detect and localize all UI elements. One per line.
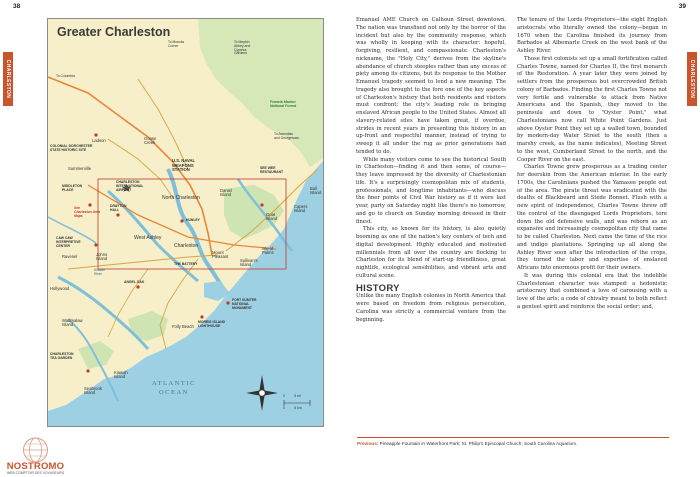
map-title: Greater Charleston xyxy=(57,25,171,39)
label-to-columbia: To Columbia xyxy=(56,74,75,78)
photo-caption xyxy=(357,441,677,446)
text-column-left xyxy=(356,17,506,324)
label-daniel-island: Daniel Island xyxy=(220,188,232,197)
compass-rose-icon xyxy=(246,375,278,411)
label-us-naval: U.S. NAVAL WEAPONS STATION xyxy=(172,158,196,173)
label-goose-creek: Goose Creek xyxy=(144,136,157,145)
history-heading: HISTORY xyxy=(356,282,400,294)
label-sullivans-island: Sullivan's Island xyxy=(240,258,258,267)
label-colonial-dorchester: COLONIAL DORCHESTER STATE HISTORIC SITE xyxy=(50,144,93,152)
dorchester-marker xyxy=(94,133,97,136)
label-to-mepkin: To Mepkin Abbey and Cypress Gardens xyxy=(234,40,251,56)
label-wadmalaw: Wadmalaw Island xyxy=(62,318,83,327)
col2-paragraph-2: Those first colonists set up a small fortification called Charles Towne, named for Charles II, the first monarch of the Restoration. A year later they were joined by settlers from the prosperous but overcrowded British colony of Barbados. Finding the first Charles Towne not very fertile and vulnerable to attack from Native Americans and the Spanish, they moved to the peninsula and down to "Oyster Point," what Charlestonians now call White Point Gardens. Just above Oyster Point they set up a walled town, bounded by modern-day Water Street to the south (then a marshy creek, as the name indicates), Meeting Street to the west, Cumberland Street to the north, and the Cooper River on the east. xyxy=(517,55,667,163)
caption-divider xyxy=(357,437,669,438)
history-paragraph: Unlike the many English colonies in North America that were based on freedom from religious persecution, Carolina was strictly a commercial venture from the beginning. xyxy=(356,293,506,323)
caption-label: Previous: xyxy=(357,441,379,446)
col2-paragraph-4: It was during this colonial era that the indelible Charlestonian character was stamped: a hedonistic aristocracy that combined a love of carousing with a love of the arts; a code of chivalry meant to both reflect a genteel spirit and reinforce the social order; and, xyxy=(517,272,667,310)
label-north-charleston: North Charleston xyxy=(162,195,200,201)
label-summerville: Summerville xyxy=(68,166,92,171)
col1-paragraph-1: Emanuel AME Church on Calhoun Street downtown. The nation was transfixed not only by the horror of the incident but also by the community response, which was wholly in keeping with its character: hopeful, forgiving, resilient, and compassionate. Charleston's nickname, the "Holy City," derives from the skyline's abundance of church steeples rather than any excess of piety among its citizens, but its response to the Mother Emanuel tragedy seemed to lend a new meaning. The tragedy also brought to the fore one of the key aspects of Charleston's history that both residents and visitors must confront: the city's leading role in bringing enslaved African people to the United States. Almost all slavery-related sites have taken great, if overdue, strides in recent years in presenting this history in an up-front and respectful manner, instead of trying to sweep it all under the rug as prior generations had tended to do. xyxy=(356,17,506,155)
scale-mi-label: 0 5 mi xyxy=(283,394,301,398)
label-hollywood: Hollywood xyxy=(50,286,70,291)
label-isle-of-palms: Isle of Palms xyxy=(262,246,274,255)
label-folly-beach: Folly Beach xyxy=(172,324,194,329)
label-kiawah-island: Kiawah Island xyxy=(114,370,128,379)
label-to-awendaw: To Awendaw and Georgetown xyxy=(274,132,300,140)
col1-paragraph-3: This city, so known for its history, is also quietly booming as one of the nation's key centers of tech and digital development. Highly educated and motivated millennials from all over the country are flocking to Charleston for its blend of start-up friendliness, great nightlife, ecological sensibilities, and vibrant arts and cultural scene. xyxy=(356,226,506,279)
label-see-area-maps: See Charleston Area Maps xyxy=(74,206,101,218)
label-morris-island: MORRIS ISLAND LIGHTHOUSE xyxy=(198,320,226,328)
label-cawcaw: CAW CAW INTERPRETIVE CENTER xyxy=(56,236,81,248)
section-tab-right xyxy=(687,52,697,106)
label-drayton: DRAYTON HALL xyxy=(110,204,127,212)
col2-paragraph-3: Charles Towne grew prosperous as a trading center for deerskin from the American interior. In the early 1700s, the Carolinians pushed the Yamasee people out of the area. The pirate threat was eradicated with the deaths of Blackbeard and Stede Bonnet. Flush with a new spirit of independence, Charles Towne threw off the control of the disengaged Lords Proprietors, tore down the old defensive walls, and was reborn as an expansive and increasingly cosmopolitan city that came to be called Charleston. Next came the time of the rice and indigo plantations. Springing up all along the Ashley River soon after the introduction of the crops, they turned the labor and expertise of enslaved Africans into enormous profit for their owners. xyxy=(517,164,667,271)
label-see-wee: SEE WEE RESTAURANT xyxy=(260,166,284,174)
label-ravenel: Ravenel xyxy=(62,254,78,259)
label-to-moncks: To Moncks Corner xyxy=(168,40,185,48)
label-ladson: Ladson xyxy=(92,138,106,143)
label-charleston: Charleston xyxy=(174,243,199,249)
globe-icon xyxy=(4,435,67,463)
morris-lighthouse-marker xyxy=(200,315,203,318)
map-graphic xyxy=(48,19,324,427)
section-tab-right-label: CHARLESTON xyxy=(689,59,695,99)
greater-charleston-map xyxy=(47,18,324,427)
label-mount-pleasant: Mount Pleasant xyxy=(212,250,229,259)
section-tab-left xyxy=(3,52,13,106)
label-capers-island: Capers Island xyxy=(294,204,308,213)
col2-paragraph-1: The tenure of the Lords Proprietors—the eight English aristocrats who literally owned the colony—began in 1670 when the Carolina finished its journey from Barbados at Albemarle Creek on the west bank of the Ashley River. xyxy=(517,17,667,54)
scale-km-label: 0 5 km xyxy=(283,406,302,410)
page-number-right: 39 xyxy=(678,3,686,10)
label-charleston-airport: CHARLESTON INTERNATIONAL AIRPORT xyxy=(116,180,144,192)
label-bull-island: Bull Island xyxy=(310,186,322,195)
label-middleton: MIDDLETON PLACE xyxy=(62,184,83,192)
label-kiawah-river: Kiawah River xyxy=(94,268,106,276)
logo-name: NOSTROMO xyxy=(6,461,65,472)
label-charleston-tea: CHARLESTON TEA GARDEN xyxy=(50,352,74,360)
hunley-marker xyxy=(180,219,183,222)
label-johns-island: Johns Island xyxy=(96,252,108,261)
label-hunley: HUNLEY xyxy=(186,218,200,222)
logo-tagline: WEB COMPTOIR DES VOYAGEURS xyxy=(7,471,64,475)
label-atlantic-ocean: ATLANTIC OCEAN xyxy=(152,380,196,396)
cawcaw-marker xyxy=(94,243,97,246)
label-goat-island: Goat Island xyxy=(266,212,278,221)
caption-text: Pineapple Fountain in Waterfront Park; St. Philip's Episcopal Church; South Carolina Aquarium. xyxy=(378,441,578,446)
label-the-battery: THE BATTERY xyxy=(174,262,198,266)
see-wee-marker xyxy=(260,203,263,206)
angel-oak-marker xyxy=(136,285,139,288)
label-francis-marion: Francis Marion National Forest xyxy=(270,100,297,108)
fort-sumter-marker xyxy=(226,301,229,304)
nostromo-logo xyxy=(4,435,67,475)
label-fort-sumter: FORT SUMTER NATIONAL MONUMENT xyxy=(232,298,257,310)
text-column-right xyxy=(517,17,667,312)
label-west-ashley: West Ashley xyxy=(134,235,162,241)
section-tab-left-label: CHARLESTON xyxy=(5,59,11,99)
col1-paragraph-2: While many visitors come to see the historical South in Charleston—finding it and then some, of course—they leave impressed by the diversity of Charlestonian life. It's a surprisingly cosmopolitan mix of students, professionals, and longtime inhabitants—who discuss the finer points of Civil War history as if it were last year, party on Saturday night like there's no tomorrow, and go to church on Sunday morning dressed in their finest. xyxy=(356,156,506,225)
label-angel-oak: ANGEL OAK xyxy=(124,280,145,284)
page-number-left: 38 xyxy=(13,3,21,10)
label-seabrook: Seabrook Island xyxy=(84,386,102,395)
tea-garden-marker xyxy=(86,369,89,372)
drayton-marker xyxy=(116,213,119,216)
